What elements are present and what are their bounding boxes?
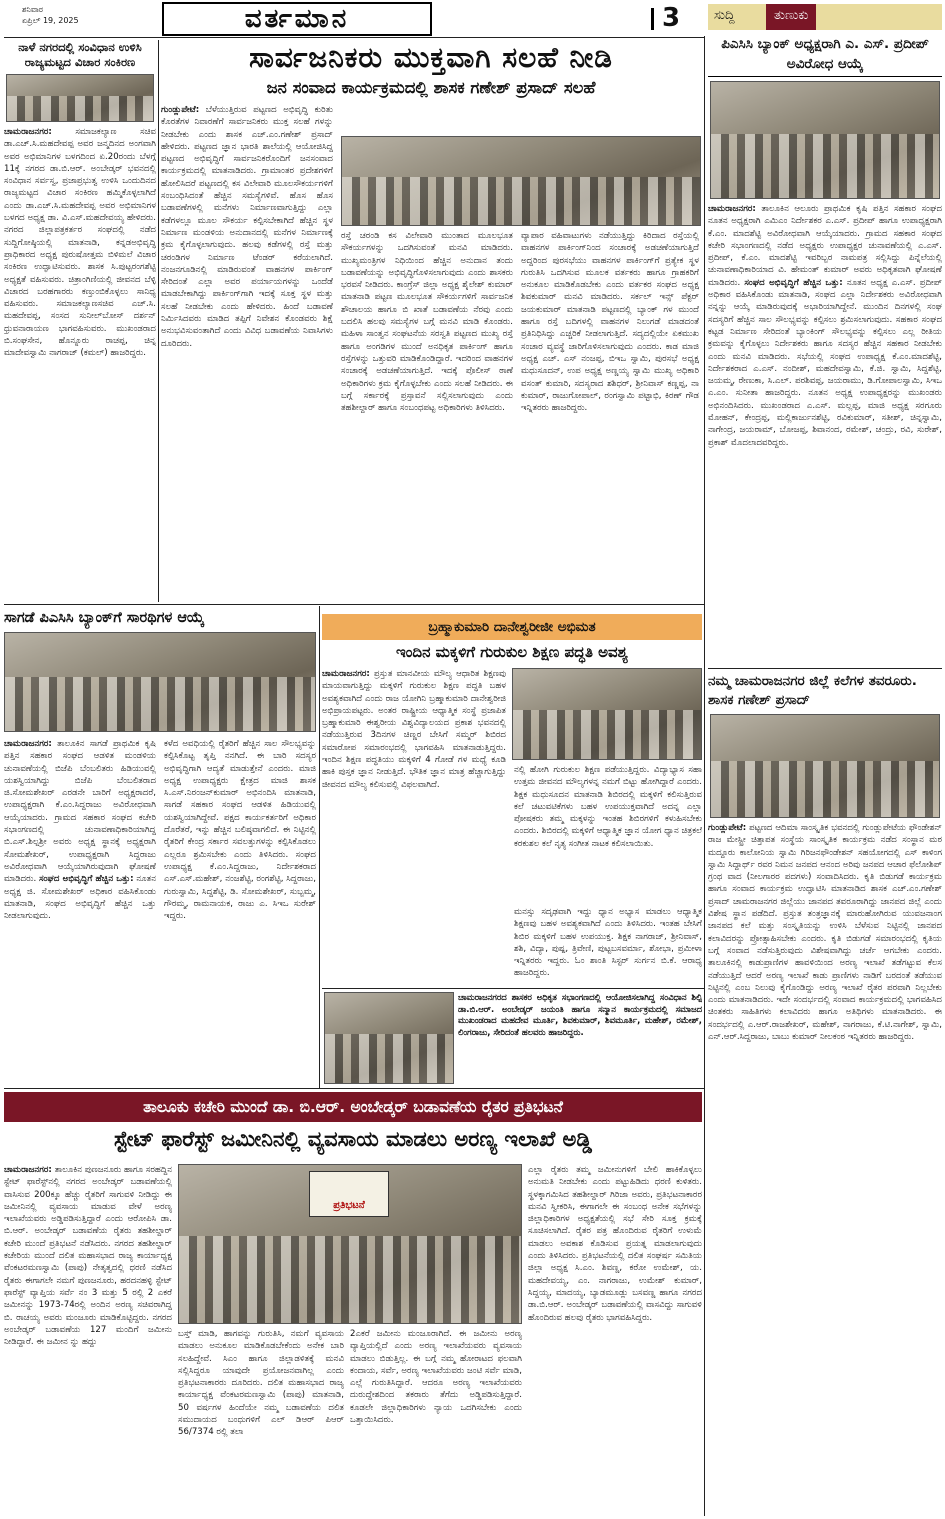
brahma-col-1: ಚಾಮರಾಜನಗರ: ಪ್ರಸ್ತುತ ಮಾನವೀಯ ಮೌಲ್ಯ ಆಧಾರಿತ ಶಿಕ್ಷಣವು ಮಾಯವಾಗುತ್ತಿದ್ದು ಮಕ್ಕಳಿಗೆ ಗುರುಕುಲ ಶಿಕ್ಷಣ ಪದ್ಧತಿ ಬಹಳ ಅವಶ್ಯಕವಾಗಿದೆ ಎಂದು ರಾಜ ಯೋಗಿನಿ ಬ್ರಹ್ಮಾಕುಮಾರಿ ದಾನೇಶ್ವರೀಜಿ ಅಭಿಪ್ರಾಯಪಟ್ಟರು. ಅಂತರ ರಾಷ್ಟ್ರೀಯ ಆಧ್ಯಾತ್ಮಿಕ ಸಂಸ್ಥೆ ಪ್ರಜಾಪಿತ ಬ್ರಹ್ಮಾಕುಮಾರಿ ಈಶ್ವರೀಯ ವಿಶ್ವವಿದ್ಯಾಲಯದ ಪ್ರಕಾಶ ಭವನದಲ್ಲಿ ನಡೆಯುತ್ತಿರುವ 3ದಿನಗಳ ಚಿಣ್ಣರ ಬೇಸಿಗೆ ಸಮ್ಮರ್ ಶಿಬಿರದ ಸಮಾರೋಪ ಸಮಾರಂಭದಲ್ಲಿ ಭಾಗವಹಿಸಿ ಮಾತನಾಡುತ್ತಿದ್ದರು. ಇಂದಿನ ಶಿಕ್ಷಣ ಪದ್ಧತಿಯು ಮಕ್ಕಳಿಗೆ 4 ಗೋಡೆ ಗಳ ಮಧ್ಯೆ ಕೂಡಿ ಹಾಕಿ ಪುಸ್ತಕ ಜ್ಞಾನ ನೀಡುತ್ತಿದೆ. ಭೌತಿಕ ಜ್ಞಾನ ಮಾತ್ರ ಹೆಚ್ಚಾಗುತ್ತಿದ್ದು ಜೀವನದ ಮೌಲ್ಯ ಕಲಿಸುವಲ್ಲಿ ವಿಫಲವಾಗಿದೆ. bbox=[322, 669, 506, 790]
brahma-headline: ಇಂದಿನ ಮಕ್ಕಳಿಗೆ ಗುರುಕುಲ ಶಿಕ್ಷಣ ಪದ್ಧತಿ ಅವಶ್ಯ bbox=[396, 643, 628, 661]
sagade-photo bbox=[4, 632, 316, 732]
masthead-date: ಶನಿವಾರ ಏಪ್ರಿಲ್ 19, 2025 bbox=[22, 5, 79, 25]
brahma-col-3-text: ಮನಸ್ಸು ಸದೃಢವಾಗಿ ಇದ್ದು ಧ್ಯಾನ ಅಭ್ಯಾಸ ಮಾಡಲು ಆಧ್ಯಾತ್ಮಿಕ ಶಿಕ್ಷಣವು ಬಹಳ ಅವಶ್ಯಕವಾಗಿದೆ ಎಂದು ತಿಳಿಸಿದರು. ಇಂತಹ ಬೇಸಿಗೆ ಶಿಬಿರ ಮಕ್ಕಳಿಗೆ ಬಹಳ ಉಪಯುಕ್ತ. ಶಿಕ್ಷಕ ನಾಗರಾಜ್, ಶ್ರೀನಿವಾಸ್, ಶಶಿ, ವಿದ್ಯಾ, ಪುಷ್ಪ, ತ್ರಿವೇಣಿ, ಪುಟ್ಟಬಸವರ್ಮಾ, ಶೋಭಾ, ಪ್ರಮೀಳಾ ಇನ್ನಿತರರು ಇದ್ದರು. ಓಂ ಶಾಂತಿ ಸಿಸ್ಟರ್ ಸುರ್ಗನ ಬಿ.ಕೆ. ಆರಾಧ್ಯ ಹಾಜರಿದ್ದರು. bbox=[514, 907, 702, 979]
brahma-col-2: ನಲ್ಲಿ ಹೋಗಿ ಗುರುಕುಲ ಶಿಕ್ಷಣ ಪಡೆಯುತ್ತಿದ್ದರು. ವಿದ್ಯಾಭ್ಯಾಸ ಸಹಾ ಉತ್ತಮ ಜೀವನದ ಮೌಲ್ಯಗಳನ್ನ ನಮಗೆ ಬಿಟ್ಟು ಹೋಗಿದ್ದಾರೆ ಎಂದರು. ಶಿಕ್ಷಕ ಮಧುಸೂದನ ಮಾತನಾಡಿ ಶಿಬಿರದಲ್ಲಿ ಮಕ್ಕಳಿಗೆ ಕಲಿಸುತ್ತಿರುವ ಕಲೆ ಚಟುವಟಿಕೆಗಳು ಬಹಳ ಉಪಯುಕ್ತವಾಗಿದೆ ಅದನ್ನ ಎಲ್ಲಾ ಪೋಷಕರು ತಮ್ಮ ಮಕ್ಕಳನ್ನು ಇಂತಹ ಶಿಬಿರಗಳಿಗೆ ಕಳುಹಿಸಬೇಕು ಎಂದರು. ಶಿಬಿರದಲ್ಲಿ ಮಕ್ಕಳಿಗೆ ಆಧ್ಯಾತ್ಮಿಕ ಜ್ಞಾನ ಯೋಗ ಧ್ಯಾನ ಚಿತ್ರಕಲೆ ಕರಕುಶಲ ಕಲೆ ನೃತ್ಯ ಸಂಗೀತ ನಾಟಕ ಕಲಿಸಲಾಯಿತು. bbox=[514, 765, 702, 849]
photo-caption: ಚಾಮರಾಜನಗರದ ಶಾಸಕರ ಅಧಿಕೃತ ಸಭಾಂಗಣದಲ್ಲಿ ಆಯೋಜಿಸಲಾಗಿದ್ದ ಸಂವಿಧಾನ ಶಿಲ್ಪಿ ಡಾ.ಬಿ.ಆರ್. ಅಂಬೇಡ್ಕರ್ ಜಯಂತಿ ಹಾಗೂ ಸನ್ಮಾನ ಕಾರ್ಯಕ್ರಮದಲ್ಲಿ ಸಮಾಜದ ಮುಖಂಡರಾದ ಮಹದೇವ ಮೂರ್ತಿ, ಶಿವಕುಮಾರ್, ಶಿವಮೂರ್ತಿ, ಮಹೇಶ್, ರಮೇಶ್, ಲಿಂಗರಾಜು, ಸೇರಿದಂತೆ ಹಲವರು ಹಾಜರಿದ್ದರು. bbox=[458, 992, 702, 1037]
brahma-photo bbox=[512, 668, 702, 760]
sidebar-headline: ಪಿಎಸಿಸಿ ಬ್ಯಾಂಕ್ ಅಧ್ಯಕ್ಷರಾಗಿ ಎ. ಎಸ್. ಪ್ರದೀಪ್ ಅವಿರೋಧ ಆಯ್ಕೆ bbox=[708, 34, 942, 77]
column-rule bbox=[158, 40, 159, 602]
sidebar-body: ಗುಂಡ್ಲುಪೇಟೆ: ಪಟ್ಟಣದ ಆದಿಮಾ ಸಾಂಸ್ಕೃತಿಕ ಭವನದಲ್ಲಿ ಗುಂಡ್ಲುಪೇಟೆಯ ಫೌಂಡೇಶನ್ ರಾಜ ಮೇಸ್ಟ್ರೀ ಚಿತ್ತಾಪತ ಸಂಸ್ಥೆಯ ಸಾಂಸ್ಕೃತಿಕ ಕಾರ್ಯಕ್ರಮ ನಡೆದ ಸಂಸ್ಥಾನ ಮಠ ಮದ್ದೂರು ಕಾಲೋನಿಯ ಸ್ವಾಮಿ ಗಿರಿಜನಫೌಂಡೇಶನ್ ಸಹಯೋಗದಲ್ಲಿ ಎಸ್ ಕಾಳಿಂಗ ಸ್ವಾಮಿ ಸಿದ್ದಾರ್ಥ್ ರವರ ನಿಮನ ಜನಪದ ಆನಂದ ಅರಿವು ಜನಪದ ಆಚಾರ ಫೆಲೋಶಿಪ್ ಗ್ರಂಥ ವಾದ (ನೀಲಗಾರರ ಪದಗಳು) ಸಂವಾದಿಸಿದರು. ಕೃತಿ ಬಿಡುಗಡೆ ಕಾರ್ಯಕ್ರಮ ಹಾಗೂ ಸಂವಾದ ಕಾರ್ಯಕ್ರಮ ಉದ್ಘಾಟಿಸಿ ಮಾತನಾಡಿದ ಶಾಸಕ ಎಚ್.ಎಂ.ಗಣೇಶ್ ಪ್ರಸಾದ್ ಚಾಮರಾಜನಗರ ಜಿಲ್ಲೆಯು ಜಾನಪದ ತವರೂರಾಗಿದ್ದು ಜಾನಪದ ಜಿಲ್ಲೆ ಎಂದು ವಿಶೇಷ ಸ್ಥಾನ ಪಡೆದಿದೆ. ಪ್ರಸ್ತುತ ತಂತ್ರಜ್ಞಾನಕ್ಕೆ ಮಾರುಹೋಗಿರುವ ಯುವಜನಾಂಗ ಜಾನಪದ ಕಲೆ ಮತ್ತು ಸಂಸ್ಕೃತಿಯನ್ನು ಉಳಿಸಿ ಬೆಳೆಸುವ ನಿಟ್ಟಿನಲ್ಲಿ ಜಾನಪದ ಕಲಾವಿದರನ್ನು ಪ್ರೋತ್ಸಾಹಿಸಬೇಕು ಎಂದರು. ಕೃತಿ ಬಿಡುಗಡೆ ಸಮಾರಂಭದಲ್ಲಿ ಕೃತಿಯ ಬಗ್ಗೆ ಸಂವಾದ ನಡೆಸುತ್ತಿರುವುದು ವಿಶೇಷವಾಗಿದ್ದು ಚರ್ಚೆ ಆಗಬೇಕು ಎಂದರು. ತಾಲೂಕಿನಲ್ಲಿ ಕಾಡುಪ್ರಾಣಿಗಳ ಹಾವಳಿಯಿಂದ ಅರಣ್ಯ ಇಲಾಖೆ ತಡೆಗಟ್ಟುವ ಕೆಲಸ ನಡೆಯುತ್ತಿದೆ ಆದರೆ ಅರಣ್ಯ ಇಲಾಖೆ ಕಾಡು ಪ್ರಾಣಿಗಳು ನಾಡಿಗೆ ಬರದಂತೆ ತಡೆಯುವ ನಿಟ್ಟಿನಲ್ಲಿ ಎಂಬ ನಿಲುವು ಕೈಗೊಂಡಿದ್ದು ಅರಣ್ಯ ಇಲಾಖೆ ರೈತರ ಪರವಾಗಿ ನಿಲ್ಲಬೇಕು ಎಂದು ಮಾತನಾಡಿದರು. ಇದೇ ಸಂದರ್ಭದಲ್ಲಿ ಸಂವಾದ ಕಾರ್ಯಕ್ರಮದಲ್ಲಿ ಭಾಗವಹಿಸಿದ ಚಿಂತಕರು ಸಾಹಿತಿಗಳು ಕಲಾವಿದರು ಹಾಗೂ ಅತಿಥಿಗಳು ಮಾತನಾಡಿದರು. ಈ ಸಂದರ್ಭದಲ್ಲಿ ಎ.ಆರ್.ರಾಜಶೇಖರ್, ಮಹೇಶ್, ನಾಗರಾಜು, ಕೆ.ಟಿ.ನಾಗೇಶ್, ಸ್ವಾಮಿ, ಎನ್.ಆರ್.ಸಿದ್ದರಾಜು, ಬಾಬು ಕುಮಾರ್ ನೀಲಕಂಠ ಇನ್ನಿತರರು ಹಾಜರಿದ್ದರು. bbox=[708, 823, 942, 1043]
forest-photo bbox=[178, 1164, 522, 1324]
column-rule bbox=[704, 36, 705, 1516]
sidebar-photo bbox=[710, 81, 940, 199]
sidebar-photo bbox=[710, 714, 940, 818]
story-sagade bbox=[4, 608, 316, 1086]
caption-photo bbox=[324, 992, 454, 1084]
forest-col-1: ಚಾಮರಾಜನಗರ: ತಾಲೂಕಿನ ಪುಣಜನೂರು ಹಾಗೂ ಸರಹದ್ದಿನ ಸ್ಟೇಟ್ ಫಾರೆಸ್ಟ್‌ನಲ್ಲಿ ನಗರದ ಅಂಬೇಡ್ಕರ್ ಬಡಾವಣೆಯಲ್ಲಿ ವಾಸಿಸುವ 200ಕ್ಕೂ ಹೆಚ್ಚು ರೈತರಿಗೆ ಸಾಗುವಳಿ ನೀಡಿದ್ದು ಈ ಜಮೀನಿನಲ್ಲಿ ವ್ಯವಸಾಯ ಮಾಡುವ ವೇಳೆ ಅರಣ್ಯ ಇಲಾಖೆಯವರು ಅಡ್ಡಿಪಡಿಸುತ್ತಿದ್ದಾರೆ ಎಂದು ಆರೋಪಿಸಿ ಡಾ. ಬಿ.ಆರ್. ಅಂಬೇಡ್ಕರ್ ಬಡಾವಣೆಯ ರೈತರು ತಹಶೀಲ್ದಾರ್ ಕಚೇರಿ ಮುಂದೆ ಪ್ರತಿಭಟನೆ ನಡೆಸಿದರು. ನಗರದ ತಹಶೀಲ್ದಾರ್ ಕಚೇರಿಯ ಮುಂದೆ ದಲಿತ ಮಹಾಸಭಾದ ರಾಜ್ಯ ಕಾರ್ಯಾಧ್ಯಕ್ಷ ವೆಂಕಟರಮಣಸ್ವಾಮಿ (ಪಾಪು) ನೇತೃತ್ವದಲ್ಲಿ ಧರಣಿ ನಡೆಸಿದ ರೈತರು ಈಗಾಗಲೇ ನಮಗೆ ಪುಣಜನೂರು, ಹರದನಹಳ್ಳಿ ಸ್ಟೇಟ್ ಫಾರೆಸ್ಟ್ ವ್ಯಾಪ್ತಿಯ ಸರ್ವೆ ನಂ 3 ಮತ್ತು 5 ರಲ್ಲಿ 2 ಎಕರೆ ಜಮೀನನ್ನು 1973-74ರಲ್ಲಿ ಅಂದಿನ ಅರಣ್ಯ ಸಚಿವರಾಗಿದ್ದ ಬಿ. ರಾಚಯ್ಯ ಅವರು ಮಂಜೂರು ಮಾಡಿಕೊಟ್ಟಿದ್ದರು. ನಗರದ ಅಂಬೇಡ್ಕರ್ ಬಡಾವಣೆಯ 127 ಮಂದಿಗೆ ಜಮೀನು ನೀಡಿದ್ದಾರೆ. ಈ ಜಮೀನ ನ್ನು ಹದ್ದು bbox=[4, 1165, 172, 1348]
story-headline: ನಾಳೆ ನಗರದಲ್ಲಿ ಸಂವಿಧಾನ ಉಳಿಸಿ ರಾಜ್ಯಮಟ್ಟದ ವಿಚಾರ ಸಂಕಿರಣ bbox=[18, 40, 142, 69]
sidebar-rule bbox=[708, 668, 942, 669]
sagade-col-2: ಕಳೆದ ಅವಧಿಯಲ್ಲಿ ರೈತರಿಗೆ ಹೆಚ್ಚಿನ ಸಾಲ ಸೌಲಭ್ಯವನ್ನು ಕಲ್ಪಿಸಿಕೊಟ್ಟ ತೃಪ್ತಿ ನನಗಿದೆ. ಈ ಬಾರಿ ಸದಸ್ಯರ ಅಭಿವೃದ್ಧಿಗಾಗಿ ಆದ್ಯತೆ ಮಾಡುತ್ತೇನೆ ಎಂದರು. ಮಾಜಿ ಅಧ್ಯಕ್ಷ ಉಪಾಧ್ಯಕ್ಷರು ಕ್ಷೇತ್ರದ ಮಾಜಿ ಶಾಸಕ ಸಿ.ಎಸ್.ನಿರಂಜನ್‌ಕುಮಾರ್ ಅಭಿನಂದಿಸಿ ಮಾತನಾಡಿ, ಸಾಗಡೆ ಸಹಕಾರ ಸಂಘದ ಆಡಳಿತ ಹಿಡಿಯುವಲ್ಲಿ ಯಶಸ್ವಿಯಾಗಿದ್ದೇವೆ. ಪಕ್ಷದ ಕಾರ್ಯಕರ್ತರಿಗೆ ಅಧಿಕಾರ ದೊರೆತರೆ, ಇನ್ನು ಹೆಚ್ಚಿನ ಬಲಿಷ್ಠವಾಗಲಿದೆ. ಈ ನಿಟ್ಟಿನಲ್ಲಿ ರೈತರಿಗೆ ಕೇಂದ್ರ ಸರ್ಕಾರ ಸವಲತ್ತುಗಳನ್ನು ಕಲ್ಪಿಸಿಕೊಡಲು ಎಲ್ಲರೂ ಶ್ರಮಿಸಬೇಕು ಎಂದು ತಿಳಿಸಿದರು. ಸಂಘದ ಉಪಾಧ್ಯಕ್ಷ ಕೆ.ಎಂ.ಸಿದ್ದರಾಜು, ನಿರ್ದೇಶಕರಾದ ಎಸ್.ಎಸ್.ಮಹೇಶ್, ನಂಜಶೆಟ್ಟಿ, ರಂಗಶೆಟ್ಟಿ, ಸಿದ್ದರಾಜು, ಗುರುಸ್ವಾಮಿ, ಸಿದ್ದಶೆಟ್ಟಿ, ಡಿ. ಸೋಮಶೇಖರ್, ಸುಬ್ಬಮ್ಮ, ಗೌರಮ್ಮ, ರಾಮನಾಯಕ, ರಾಜು ಎ. ಸಿಇಒ ಸುರೇಶ್ ಇದ್ದರು. bbox=[164, 739, 316, 922]
sidebar-story-2 bbox=[708, 672, 942, 1516]
forest-col-2: ಬಸ್ತ್ ಮಾಡಿ, ಹಾಗವನ್ನು ಗುರುತಿಸಿ, ನಮಗೆ ವ್ಯವಸಾಯ ಮಾಡಲು ಅನುಕೂಲ ಮಾಡಿಕೊಡಬೇಕೆಂದು ಅನೇಕ ಬಾರಿ ಸಲಹಿದ್ದೇವೆ. ಸಿಎಂ ಹಾಗೂ ಜಿಲ್ಲಾಡಳಿತಕ್ಕೆ ಮನವಿ ಸಲ್ಲಿಸಿದ್ದರೂ ಯಾವುದೇ ಪ್ರಯೋಜನವಾಗಿಲ್ಲ ಎಂದು ಪ್ರತಿಭಟನಾಕಾರರು ದೂರಿದರು. ದಲಿತ ಮಹಾಸಭಾದ ರಾಜ್ಯ ಕಾರ್ಯಾಧ್ಯಕ್ಷ ವೆಂಕಟರಮಣಸ್ವಾಮಿ (ಪಾಪು) ಮಾತನಾಡಿ, 50 ವರ್ಷಗಳ ಹಿಂದೆಯೇ ನಮ್ಮ ಬಡಾವಣೆಯ ದಲಿತ ಸಮುದಾಯದ ಬಂಧುಗಳಿಗೆ ಎಲ್ ಡಿಆರ್ ಪಿಆರ್ 56/7374 ರಲ್ಲಿ ತಲಾ bbox=[178, 1329, 344, 1438]
section-rule bbox=[4, 1088, 704, 1089]
forest-headline: ಸ್ಟೇಟ್ ಫಾರೆಸ್ಟ್ ಜಮೀನಿನಲ್ಲಿ ವ್ಯವಸಾಯ ಮಾಡಲು ಅರಣ್ಯ ಇಲಾಖೆ ಅಡ್ಡಿ bbox=[114, 1127, 592, 1151]
lead-photo bbox=[341, 136, 701, 226]
lead-col-3: ವ್ಯಾಪಾರ ವಹಿವಾಟುಗಳು ನಡೆಯುತ್ತಿದ್ದು ಕಿರಿದಾದ ರಸ್ತೆಯಲ್ಲಿ ವಾಹನಗಳ ಪಾರ್ಕಿಂಗ್‌ನಿಂದ ಸಂಚಾರಕ್ಕೆ ಅಡಚಣೆಯಾಗುತ್ತಿದೆ ಅದ್ದರಿಂದ ಪುರಸಭೆಯು ವಾಹನಗಳ ಪಾರ್ಕಿಂಗ್‌ಗೆ ಪ್ರತ್ಯೇಕ ಸ್ಥಳ ಗುರುತಿಸಿ ಒದಗಿಸುವ ಮೂಲಕ ವರ್ತಕರು ಹಾಗೂ ಗ್ರಾಹಕರಿಗೆ ಅನುಕೂಲ ಮಾಡಿಕೊಡಬೇಕು ಎಂದು ವರ್ತಕರ ಸಂಘದ ಅಧ್ಯಕ್ಷ ಶಿವಕುಮಾರ್ ಮನವಿ ಮಾಡಿದರು. ಸರ್ಕಲ್ ಇನ್ಸ್ ಪೆಕ್ಟರ್ ಜಯಕುಮಾರ್ ಮಾತನಾಡಿ ಪಟ್ಟಣದಲ್ಲಿ ಬ್ಯಾಂಕ್ ಗಳ ಮುಂದೆ ಹಾಗೂ ರಸ್ತೆ ಬದಿಗಳಲ್ಲಿ ವಾಹನಗಳ ನಿಲುಗಡೆ ಮಾಡದಂತೆ ಪ್ರತಿನಿಧಿಸಿದ್ದು ಎಚ್ಚರಿಕೆ ನೀಡಲಾಗುತ್ತಿದೆ. ಸದ್ಯದಲ್ಲಿಯೇ ಏಕಮುಖ ಸಂಚಾರ ವ್ಯವಸ್ಥೆ ಜಾರಿಗೊಳಿಸಲಾಗುವುದು ಎಂದರು. ಕಾಡ ಮಾಜಿ ಅಧ್ಯಕ್ಷ ಎಚ್. ಎಸ್ ನಂಜಪ್ಪ, ಬಿಇಒ ಸ್ವಾಮಿ, ಪುರಸಭೆ ಅಧ್ಯಕ್ಷ ಮಧುಸೂದನ್, ಉಪ ಅಧ್ಯಕ್ಷ ಅಣ್ಣಯ್ಯ ಸ್ವಾಮಿ ಮುಖ್ಯ ಅಧಿಕಾರಿ ವಸಂತ್ ಕುಮಾರಿ, ಸದಸ್ಯರಾದ ಶಶಿಧರ್, ಶ್ರೀನಿವಾಸ್ ಕಣ್ಣಪ್ಪ, ನಾ ಕುಮಾರ್, ರಾಜುಗೋಪಾಲ್, ರಂಗಸ್ವಾಮಿ ಪಟ್ಟಾಭಿ, ಕಿರಣ್ ಗೌಡ ಇನ್ನಿತರರು ಹಾಜರಿದ್ದರು. bbox=[521, 231, 699, 414]
story-constitution bbox=[4, 40, 156, 600]
column-rule bbox=[319, 606, 320, 1088]
page-number: 3 bbox=[651, 2, 691, 36]
lead-col-2: ರಸ್ತೆ ಚರಂಡಿ ಕಸ ವಿಲೇವಾರಿ ಮುಂತಾದ ಮೂಲಭೂತ ಸೌಕರ್ಯಗಳನ್ನು ಒದಗಿಸುವಂತೆ ಮನವಿ ಮಾಡಿದರು. ಮುಖ್ಯಮಂತ್ರಿಗಳ ನಿಧಿಯಿಂದ ಹೆಚ್ಚಿನ ಅನುದಾನ ತಂದು ಬಡಾವಣೆಯನ್ನು ಅಭಿವೃದ್ಧಿಗೊಳಿಸಲಾಗುವುದು ಎಂದು ಶಾಸಕರು ಭರವಸೆ ನೀಡಿದರು. ಕಾಂಗ್ರೆಸ್ ಜಿಲ್ಲಾ ಅಧ್ಯಕ್ಷ ಶೈಲೇಶ್ ಕುಮಾರ್ ಮಾತನಾಡಿ ಪಟ್ಟಣ ಮೂಲಭೂತ ಸೌಕರ್ಯಗಳಿಗೆ ಸಾರ್ವಜನಿಕ ಶೌಚಾಲಯ ಹಾಗೂ ಬಿ ಖಾತೆ ಬಡಾವಣೆಯ ನೆರವು ಎಂದು ಬದಲಿಸಿ ಹಲವು ಸಮಸ್ಯೆಗಳ ಬಗ್ಗೆ ಮನವಿ ಮಾಡಿ ಕೊಂಡರು. ಮಹಿಳಾ ಸಾಂತ್ವನ ಸಂಘಟನೆಯ ಸರಸ್ವತಿ ಪಟ್ಟಣದ ಮುಖ್ಯ ರಸ್ತೆ ಹಾಗೂ ಅಂಗಡಿಗಳ ಮುಂದೆ ಅನಧಿಕೃತ ಪಾರ್ಕಿಂಗ್ ಹಾಗೂ ರಸ್ತೆಗಳನ್ನು ಒತ್ತುವರಿ ಮಾಡಿಕೊಂಡಿದ್ದಾರೆ. ಇದರಿಂದ ವಾಹನಗಳ ಸಂಚಾರಕ್ಕೆ ಅಡಚಣೆಯಾಗುತ್ತಿದೆ. ಇದಕ್ಕೆ ಪೊಲೀಸ್ ಠಾಣೆ ಅಧಿಕಾರಿಗಳು ಕ್ರಮ ಕೈಗೊಳ್ಳಬೇಕು ಎಂದು ಸಲಹೆ ನೀಡಿದರು. ಈ ಬಗ್ಗೆ ಸರ್ಕಾರಕ್ಕೆ ಪ್ರಸ್ತಾವನೆ ಸಲ್ಲಿಸಲಾಗುವುದು ಎಂದು ತಹಶೀಲ್ದಾರ್ ಹಾಗೂ ಸಂಬಂಧಪಟ್ಟ ಅಧಿಕಾರಿಗಳು ತಿಳಿಸಿದರು. bbox=[341, 231, 513, 414]
sagade-headline: ಸಾಗಡೆ ಪಿಎಸಿಸಿ ಬ್ಯಾಂಕ್‌ಗೆ ಸಾರಥಿಗಳ ಆಯ್ಕೆ bbox=[4, 610, 205, 626]
forest-col-4: ಎಲ್ಲಾ ರೈತರು ತಮ್ಮ ಜಮೀನುಗಳಿಗೆ ಬೇಲಿ ಹಾಕಿಕೊಳ್ಳಲು ಅನುಮತಿ ನೀಡಬೇಕು ಎಂದು ಪಟ್ಟುಹಿಡಿದು ಧರಣಿ ಕುಳಿತರು. ಸ್ಥಳಕ್ಕಾಗಮಿಸಿದ ತಹಶೀಲ್ದಾರ್ ಗಿರಿಜಾ ಅವರು, ಪ್ರತಿಭಟನಾಕಾರರ ಮನವಿ ಸ್ವೀಕರಿಸಿ, ಈಗಾಗಲೇ ಈ ಸಂಬಂಧ ಅನೇಕ ಸಭೆಗಳನ್ನು ಜಿಲ್ಲಾಧಿಕಾರಿಗಳ ಅಧ್ಯಕ್ಷತೆಯಲ್ಲಿ ಸಭೆ ಸೇರಿ ಸೂಕ್ತ ಕ್ರಮಕ್ಕೆ ಸೂಚಿಸಲಾಗಿದೆ. ರೈತರ ಪತ್ರ ಹೊಂದಿರುವ ರೈತರಿಗೆ ಉಳುಮೆ ಮಾಡಲು ಅವಕಾಶ ಕೊಡಿಸುವ ಪ್ರಯತ್ನ ಮಾಡಲಾಗುವುದು ಎಂದು ತಿಳಿಸಿದರು. ಪ್ರತಿಭಟನೆಯಲ್ಲಿ ದಲಿತ ಸಂಘರ್ಷ ಸಮಿತಿಯ ಜಿಲ್ಲಾ ಅಧ್ಯಕ್ಷ ಸಿ.ಎಂ. ಶಿವಣ್ಣ, ಕರೋ ಉಮೇಶ್, ಯ. ಮಹದೇವಯ್ಯ, ಎಂ. ನಾಗರಾಜು, ಉಮೇಶ್ ಕುಮಾರ್, ಸಿದ್ದಯ್ಯ, ಮಾದಯ್ಯ, ಬ್ಯಾಡಮೂಡ್ಲು ಬಸವಣ್ಣ ಹಾಗೂ ನಗರದ ಡಾ.ಬಿ.ಆರ್. ಅಂಬೇಡ್ಕರ್ ಬಡಾವಣೆಯಲ್ಲಿ ವಾಸವಿದ್ದು ಸಾಗುವಳಿ ಹೊಂದಿರುವ ಹಲವು ರೈತರು ಭಾಗವಹಿಸಿದ್ದರು. bbox=[528, 1165, 702, 1323]
lead-col-1: ಗುಂಡ್ಲುಪೇಟೆ: ಬೆಳೆಯುತ್ತಿರುವ ಪಟ್ಟಣದ ಅಭಿವೃದ್ಧಿ ಕುರಿತು ಕೊರತೆಗಳ ನಿವಾರಣೆಗೆ ಸಾರ್ವಜನಿಕರು ಮುಕ್ತ ಸಲಹೆ ಗಳನ್ನು ನೀಡಬೇಕು ಎಂದು ಶಾಸಕ ಎಚ್.ಎಂ.ಗಣೇಶ್ ಪ್ರಸಾದ್ ಹೇಳಿದರು. ಪಟ್ಟಣದ ಜ್ಞಾನ ಭಾರತಿ ಶಾಲೆಯಲ್ಲಿ ಆಯೋಜಿಸಿದ್ದ ಪಟ್ಟಣದ ಅಭಿವೃದ್ಧಿಗೆ ಸಾರ್ವಜನಿಕರೊಂದಿಗೆ ಜನಸಂವಾದ ಕಾರ್ಯಕ್ರಮದಲ್ಲಿ ಮಾತನಾಡಿದರು. ಗ್ರಾಮಾಂತರ ಪ್ರದೇಶಗಳಿಗೆ ಹೋಲಿಸಿದರೆ ಪಟ್ಟಣದಲ್ಲಿ ಕಸ ವಿಲೇವಾರಿ ಮೂಲಸೌಕರ್ಯಗಳಿಗೆ ಸಂಬಂಧಿಸಿದಂತೆ ಹೆಚ್ಚಿನ ಸಮಸ್ಯೆಗಳಿವೆ. ಹೊಸ ಹೊಸ ಬಡಾವಣೆಗಳಲ್ಲಿ ಮನೆಗಳು ನಿರ್ಮಾಣವಾಗುತ್ತಿದ್ದು ಎಲ್ಲಾ ಕಡೆಗಳಲ್ಲೂ ಮೂಲ ಸೌಕರ್ಯ ಕಲ್ಪಿಸಬೇಕಾಗಿದೆ ಹೆಚ್ಚಿನ ಸ್ಥಳ ನಿರ್ಮಾಣ ಮಂಡಳಿಯ ಅನುದಾನದಲ್ಲಿ ಮನೆಗಳ ನಿರ್ಮಾಣಕ್ಕೆ ಕ್ರಮ ಕೈಗೊಳ್ಳಲಾಗುವುದು. ಹಲವು ಕಡೆಗಳಲ್ಲಿ ರಸ್ತೆ ಮತ್ತು ಚರಂಡಿಗಳ ನಿರ್ಮಾಣ ಟೆಂಡರ್ ಕರೆಯಲಾಗಿದೆ. ನಂಜನಗೂಡಿನಲ್ಲಿ ಮಾಡಿರುವಂತೆ ವಾಹನಗಳ ಪಾರ್ಕಿಂಗ್ ಸೇರಿದಂತೆ ಎಲ್ಲಾ ಅವರ ಪರ್ಯಾಯಗಳನ್ನು ಒಂದೆಡೆ ಮಾಡಬೇಕಾಗಿದ್ದು ಪಾರ್ಕಿಂಗ್‌ಗಾಗಿ ಇದಕ್ಕೆ ಸೂಕ್ತ ಸ್ಥಳ ಮತ್ತು ಸಲಹೆ ನೀಡಬೇಕು ಎಂದು ಹೇಳಿದರು. ಹಿಂದೆ ಬಡಾವಣೆ ನಿರ್ಮಿಸಿದವರು ಮಾಡಿದ ತಪ್ಪಿಗೆ ನಿವೇಶನ ಕೊಂಡವರು ಶಿಕ್ಷೆ ಅನುಭವಿಸುವಂತಾಗಿದೆ ಎಂದು ವಿವಿಧ ಬಡಾವಣೆಯ ನಿವಾಸಿಗಳು ದೂರಿದರು. bbox=[161, 105, 333, 349]
section-rule bbox=[4, 604, 704, 605]
masthead-rule bbox=[4, 37, 704, 38]
sagade-col-1: ಚಾಮರಾಜನಗರ: ತಾಲೂಕಿನ ಸಾಗಡೆ ಪ್ರಾಥಮಿಕ ಕೃಷಿ ಪತ್ತಿನ ಸಹಕಾರ ಸಂಘದ ಆಡಳಿತ ಮಂಡಳಿಯ ಚುನಾವಣೆಯಲ್ಲಿ ಬಿಜೆಪಿ ಬೆಂಬಲಿತರು ಹಿಡಿಯುವಲ್ಲಿ ಯಶಸ್ವಿಯಾಗಿದ್ದು ಬಿಜೆಪಿ ಬೆಂಬಲಿತರಾದ ಜಿ.ಸೋಮಶೇಖರ್ ಎರಡನೇ ಬಾರಿಗೆ ಅಧ್ಯಕ್ಷರಾದರೆ, ಉಪಾಧ್ಯಕ್ಷರಾಗಿ ಕೆ.ಎಂ.ಸಿದ್ದರಾಜು ಅವಿರೋಧವಾಗಿ ಆಯ್ಕೆಯಾದರು. ಗ್ರಾಮದ ಸಹಕಾರ ಸಂಘದ ಕಚೇರಿ ಸಭಾಂಗಣದಲ್ಲಿ ಚುನಾವಣಾಧಿಕಾರಿಯಾಗಿದ್ದ ಬಿ.ಎಸ್.ಶಿಲ್ಪಶ್ರೀ ಅವರು ಅಧ್ಯಕ್ಷ ಸ್ಥಾನಕ್ಕೆ ಅಧ್ಯಕ್ಷರಾಗಿ ಸೋಮಶೇಖರ್, ಉಪಾಧ್ಯಕ್ಷರಾಗಿ ಸಿದ್ದರಾಜು ಅವಿರೋಧವಾಗಿ ಆಯ್ಕೆಯಾಗಿರುವುದಾಗಿ ಘೋಷಣೆ ಮಾಡಿದರು. ಸಂಘದ ಅಭಿವೃದ್ಧಿಗೆ ಹೆಚ್ಚಿನ ಒತ್ತು: ನೂತನ ಅಧ್ಯಕ್ಷ ಜಿ. ಸೋಮಶೇಖರ್ ಅಧಿಕಾರ ವಹಿಸಿಕೊಂಡು ಮಾತನಾಡಿ, ಸಂಘದ ಅಭಿವೃದ್ಧಿಗೆ ಹೆಚ್ಚಿನ ಒತ್ತು ನೀಡಲಾಗುವುದು. bbox=[4, 739, 156, 922]
sidebar-body: ಚಾಮರಾಜನಗರ: ತಾಲೂಕಿನ ಆಲೂರು ಪ್ರಾಥಮಿಕ ಕೃಷಿ ಪತ್ತಿನ ಸಹಕಾರ ಸಂಘದ ನೂತನ ಅಧ್ಯಕ್ಷರಾಗಿ ಎಮಿಎಂ ನಿರ್ದೇಶಕರ ಎ.ಎಸ್. ಪ್ರದೀಪ್ ಹಾಗೂ ಉಪಾಧ್ಯಕ್ಷರಾಗಿ ಕೆ.ಎಂ. ಮಾದಶೆಟ್ಟಿ ಅವಿರೋಧವಾಗಿ ಆಯ್ಕೆಯಾದರು. ಗ್ರಾಮದ ಸಹಕಾರ ಸಂಘದ ಕಚೇರಿ ಸಭಾಂಗಣದಲ್ಲಿ ನಡೆದ ಅಧ್ಯಕ್ಷರು ಉಪಾಧ್ಯಕ್ಷರ ಚುನಾವಣೆಯಲ್ಲಿ ಎ.ಎಸ್. ಪ್ರದೀಪ್, ಕೆ.ಎಂ. ಮಾದಶೆಟ್ಟಿ ಇವರಿಬ್ಬರ ನಾಮಪತ್ರ ಸಲ್ಲಿಸಿದ್ದು ಪಿನ್ನೆಲೆಯಲ್ಲಿ ಚುನಾವಣಾಧಿಕಾರಿಯಾದ ವಿ. ಹೇಮಂತ್ ಕುಮಾರ್ ಅವರು ಅಧಿಕೃತವಾಗಿ ಘೋಷಣೆ ಮಾಡಿದರು. ಸಂಘದ ಅಭಿವೃದ್ಧಿಗೆ ಹೆಚ್ಚಿನ ಒತ್ತು: ನೂತನ ಅಧ್ಯಕ್ಷ ಎ.ಎಸ್. ಪ್ರದೀಪ್ ಅಧಿಕಾರ ವಹಿಸಿಕೊಂಡು ಮಾತನಾಡಿ, ಸಂಘದ ಎಲ್ಲಾ ನಿರ್ದೇಶಕರು ಅವಿರೋಧವಾಗಿ ನನ್ನನ್ನು ಆಯ್ಕೆ ಮಾಡಿರುವುದಕ್ಕೆ ಅಭಾರಿಯಾಗಿದ್ದೇನೆ. ಮುಂದಿನ ದಿನಗಳಲ್ಲಿ ಸಂಘ ಸದಸ್ಯರಿಗೆ ಹೆಚ್ಚಿನ ಸಾಲ ಸೌಲಭ್ಯವನ್ನು ಕಲ್ಪಿಸಲು ಶ್ರಮಿಸಲಾಗುವುದು. ಸಹಕಾರ ಸಂಘದ ಕಟ್ಟಡ ನಿರ್ಮಾಣ ಸೇರಿದಂತೆ ಬ್ಯಾಂಕಿಂಗ್ ಸೌಲಭ್ಯವನ್ನು ಕಲ್ಪಿಸಲು ಎಲ್ಲ ರೀತಿಯ ಕ್ರಮವನ್ನು ಕೈಗೊಳ್ಳಲು ನಿರ್ದೇಶಕರು ಹಾಗೂ ಸದಸ್ಯರ ಹೆಚ್ಚಿನ ಸಹಕಾರ ನೀಡಬೇಕು ಎಂದು ಮನವಿ ಮಾಡಿದರು. ಸಭೆಯಲ್ಲಿ ಸಂಘದ ಉಪಾಧ್ಯಕ್ಷ ಕೆ.ಎಂ.ಮಾದಶೆಟ್ಟಿ, ನಿರ್ದೇಶಕರಾದ ಎ.ಎಸ್. ನಂದೀಶ್, ಮಹದೇವಸ್ವಾಮಿ, ಕೆ.ಜಿ. ಸ್ವಾಮಿ, ಸಿದ್ದಶೆಟ್ಟಿ, ಜಯಮ್ಮ, ರೇಣುಕಾ, ಸಿ.ಎಲ್. ಪರಶಿವಪ್ಪ, ಜಯರಾಮು, ಡಿ.ಗೋಪಾಲಸ್ವಾಮಿ, ಸಿಇಒ ಎ.ಎಂ. ಸುನೀತಾ ಹಾಜರಿದ್ದರು. ನೂತನ ಅಧ್ಯಕ್ಷ ಉಪಾಧ್ಯಕ್ಷರನ್ನು ಮುಖಂಡರು ಅಭಿನಂದಿಸಿದರು. ಮುಖಂಡರಾದ ಎ.ಎಸ್. ಮಲ್ಲಪ್ಪ, ಮಾಜಿ ಅಧ್ಯಕ್ಷ ಸರಗೂರು ಮೋಹನ್, ಕೇಂದ್ರಪ್ಪ, ಮಲ್ಲಿಕಾರ್ಜುನಶೆಟ್ಟಿ, ರವಿಕುಮಾರ್, ಸತೀಶ್, ಚಿನ್ನಸ್ವಾಮಿ, ನಾಗೇಂದ್ರ, ಜಯರಾಮ್, ಬೋಜಪ್ಪ, ಶಿವಾನಂದ, ರಮೇಶ್, ಚಂದ್ರು, ರವಿ, ಸುರೇಶ್, ಪ್ರಕಾಶ್ ಮೊದಲಾದವರಿದ್ದರು. bbox=[708, 204, 942, 448]
protest-banner: ಪ್ರತಿಭಟನೆ bbox=[309, 1171, 389, 1217]
sidebar-story-1 bbox=[708, 34, 942, 666]
story-forest bbox=[4, 1092, 702, 1516]
lead-subhead: ಜನ ಸಂವಾದ ಕಾರ್ಯಕ್ರಮದಲ್ಲಿ ಶಾಸಕ ಗಣೇಶ್ ಪ್ರಸಾದ್ ಸಲಹೆ bbox=[266, 78, 596, 97]
section-rule bbox=[322, 988, 704, 989]
forest-col-3: 2ಎಕರೆ ಜಮೀನು ಮಂಜೂರಾಗಿದೆ. ಈ ಜಮೀನು ಅರಣ್ಯ ವ್ಯಾಪ್ತಿಯಲ್ಲಿದೆ ಎಂದು ಅರಣ್ಯ ಇಲಾಖೆಯವರು ವ್ಯವಸಾಯ ಮಾಡಲು ಬಿಡುತ್ತಿಲ್ಲ. ಈ ಬಗ್ಗೆ ನಮ್ಮ ಹೋರಾಟದ ಫಲವಾಗಿ ಕಂದಾಯ, ಸರ್ವೆ, ಅರಣ್ಯ ಇಲಾಖೆಯವರು ಜಂಟಿ ಸರ್ವೆ ಮಾಡಿ, ಎಲ್ಲೆ ಗುರುತಿಸಿದ್ದಾರೆ. ಆದರೂ ಅರಣ್ಯ ಇಲಾಖೆಯವರು ದುರುದ್ದೇಶದಿಂದ ತಕರಾರು ತೆಗೆದು ಅಡ್ಡಿಪಡಿಸುತ್ತಿದ್ದಾರೆ. ಕೂಡಲೇ ಜಿಲ್ಲಾಧಿಕಾರಿಗಳು ನ್ಯಾಯ ಒದಗಿಸಬೇಕು ಎಂದು ಒತ್ತಾಯಿಸಿದರು. bbox=[350, 1329, 522, 1426]
story-photo bbox=[6, 74, 154, 122]
masthead-title: ವರ್ತಮಾನ bbox=[162, 2, 432, 36]
sidebar-headline: ನಮ್ಮ ಚಾಮರಾಜನಗರ ಜಿಲ್ಲೆ ಕಲೆಗಳ ತವರೂರು. ಶಾಸಕ ಗಣೇಶ್ ಪ್ರಸಾದ್ bbox=[708, 673, 917, 708]
brahma-kicker: ಬ್ರಹ್ಮಾಕುಮಾರಿ ದಾನೇಶ್ವರೀಜೀ ಅಭಿಮತ bbox=[322, 614, 702, 640]
forest-kicker: ತಾಲೂಕು ಕಚೇರಿ ಮುಂದೆ ಡಾ. ಬಿ.ಆರ್. ಅಂಬೇಡ್ಕರ್ ಬಡಾವಣೆಯ ರೈತರ ಪ್ರತಿಭಟನೆ bbox=[4, 1092, 702, 1122]
story-lead bbox=[161, 40, 701, 602]
lead-headline: ಸಾರ್ವಜನಿಕರು ಮುಕ್ತವಾಗಿ ಸಲಹೆ ನೀಡಿ bbox=[249, 41, 613, 74]
story-body: ಚಾಮರಾಜನಗರ: ಸಮಾಜಕಲ್ಯಾಣ ಸಚಿವ ಡಾ.ಎಚ್.ಸಿ.ಮಹದೇವಪ್ಪ ಅವರ ಜನ್ಮದಿನದ ಅಂಗವಾಗಿ ಅವರ ಅಭಿಮಾನಿಗಳ ಬಳಗದಿಂದ ಏ.20ರಂದು ಬೆಳಗ್ಗೆ 11ಕ್ಕೆ ನಗರದ ಡಾ.ಬಿ.ಆರ್. ಅಂಬೇಡ್ಕರ್ ಭವನದಲ್ಲಿ ಸಂವಿಧಾನ ಸರ್ವಸ್ವ, ಪ್ರಜಾಪ್ರಭುತ್ವ ಉಳಿಸಿ ಒಂದುದಿನದ ರಾಜ್ಯಮಟ್ಟದ ವಿಚಾರ ಸಂಕಿರಣ ಹಮ್ಮಿಕೊಳ್ಳಲಾಗಿದೆ ಎಂದು ಡಾ.ಎಚ್.ಸಿ.ಮಹದೇವಪ್ಪ ಅವರ ಅಭಿಮಾನಿಗಳ ಬಳಗದ ಅಧ್ಯಕ್ಷ ಡಾ. ವಿ.ಎಸ್.ಮಹದೇವಯ್ಯ ಹೇಳಿದರು. ನಗರದ ಜಿಲ್ಲಾಪತ್ರಕರ್ತರ ಸಂಘದಲ್ಲಿ ನಡೆದ ಸುದ್ದಿಗೋಷ್ಠಿಯಲ್ಲಿ ಮಾತನಾಡಿ, ಕನ್ನಡಅಭಿವೃದ್ಧಿ ಪ್ರಾಧಿಕಾರದ ಅಧ್ಯಕ್ಷ ಪುರುಷೋತ್ತಮ ಬಿಳಿಮಲೆ ವಿಚಾರ ಸಂಕಿರಣ ಉದ್ಘಾಟಿಸುವರು. ಶಾಸಕ ಸಿ.ಪುಟ್ಟರಂಗಶೆಟ್ಟಿ ಅಧ್ಯಕ್ಷತೆ ವಹಿಸುವರು. ಚಿತ್ರಾಂಗಿಣಿಯಲ್ಲಿ ಜೀವನದ ಬೆಳ್ಳಿ ವಿಚಾರದ ಬರಹಗಾರರು ಕಣ್ತುಂಬಿಕೊಳ್ಳಲು ಸಾನಿಧ್ಯ ವಹಿಸುವರು. ಸಮಾಜಕಲ್ಯಾಣಸಚಿವ ಎಚ್.ಸಿ. ಮಹದೇವಪ್ಪ, ಸಂಸದ ಸುನೀಲ್‌ಬೋಸ್ ದರ್ಶನ್ ಧ್ರುವನಾರಾಯಣ ಭಾಗವಹಿಸುವರು. ಮುಖಂಡರಾದ ಬಿ.ಸಂಘಸೇನ, ಹೊನ್ನೂರು ರಾಚಪ್ಪ, ಚಿನ್ನ ಮಾದೇವಸ್ವಾಮಿ ನಾಗರಾಜ್ (ಕಮಲ್) ಹಾಜರಿದ್ದರು. bbox=[4, 127, 156, 359]
sidebar-tab-header: ಸುದ್ದಿ ತುಣುಕು bbox=[708, 4, 942, 30]
